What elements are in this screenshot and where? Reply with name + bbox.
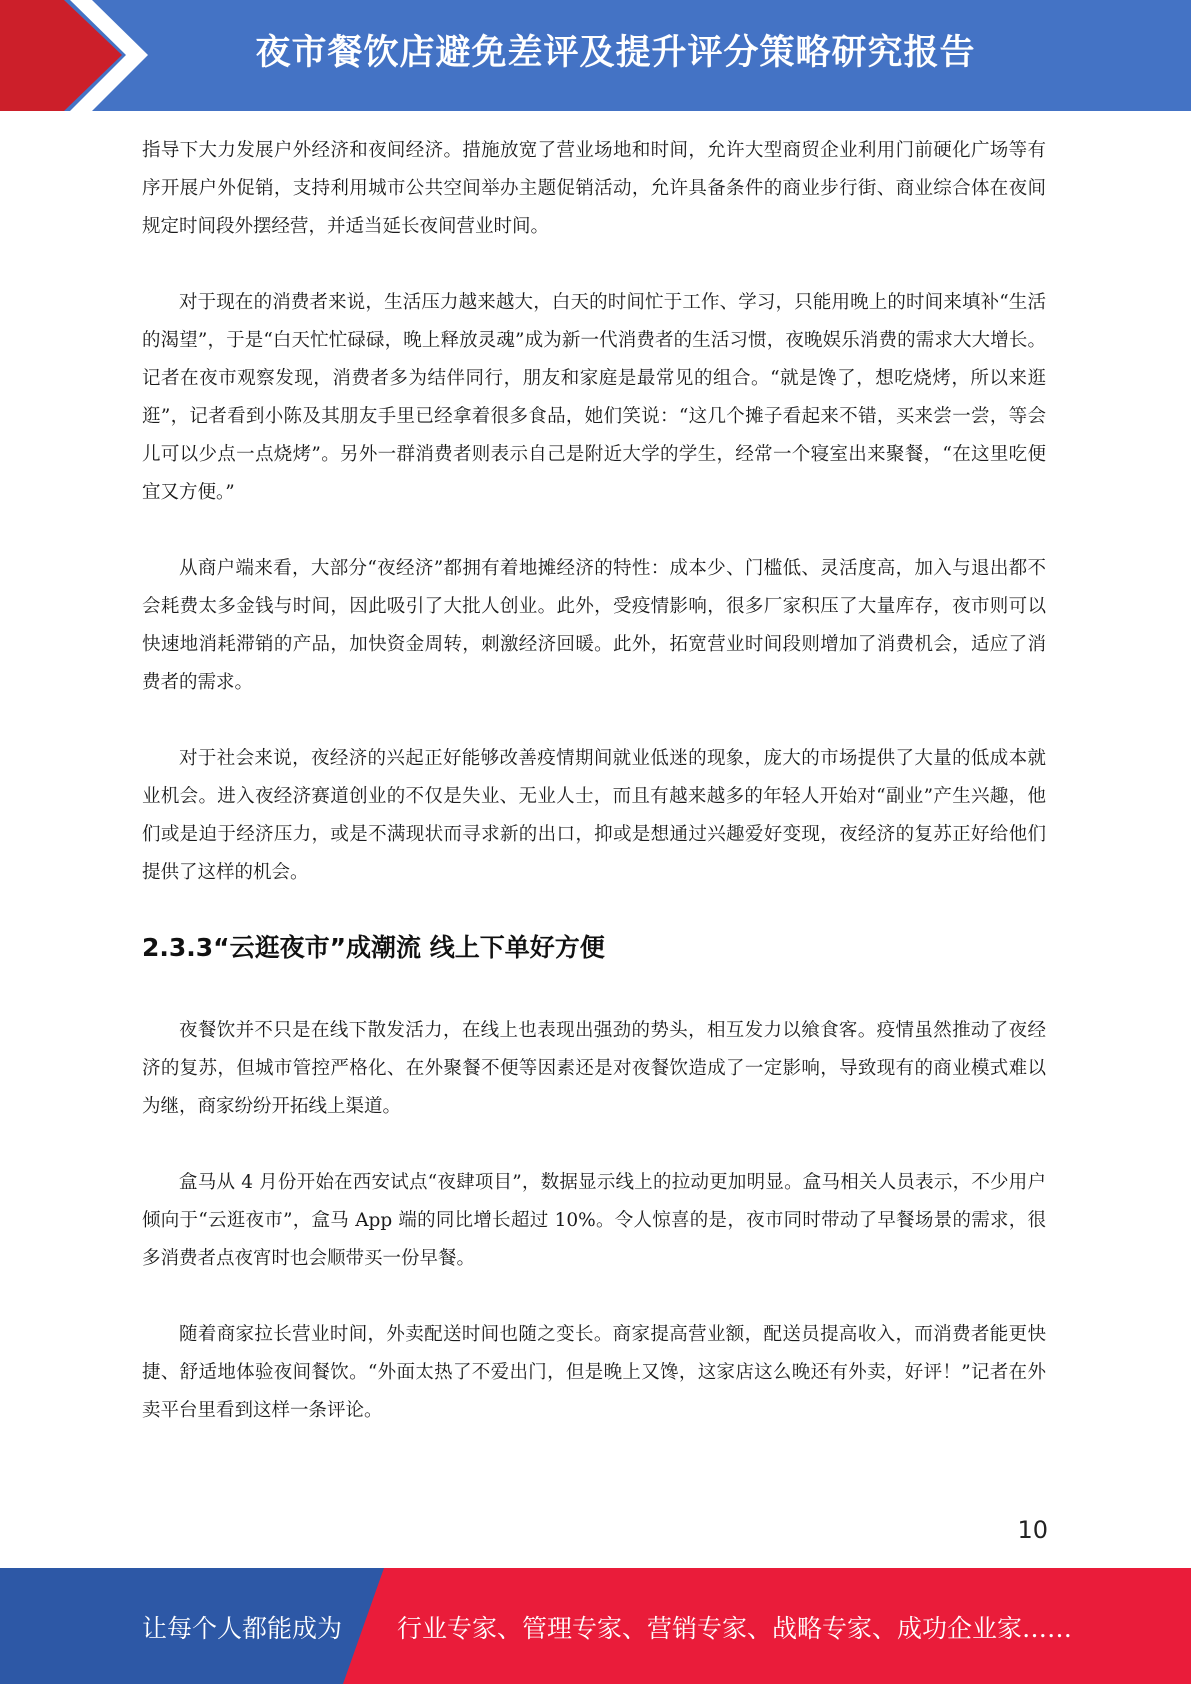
document-body: [142, 132, 1046, 1468]
report-header: [0, 0, 1191, 111]
paragraph-online-dining: 夜餐饮并不只是在线下散发活力，在线上也表现出强劲的势头，相互发力以飨食客。疫情虽然推动了夜经济的复苏，但城市管控严格化、在外聚餐不便等因素还是对夜餐饮造成了一定影响，导致现有的商业模式难以为继，商家纷纷开拓线上渠道。: [142, 1020, 1046, 1117]
page-number: 10: [1017, 1516, 1048, 1544]
footer-slogan-right: 行业专家、管理专家、营销专家、战略专家、成功企业家……: [397, 1614, 1073, 1643]
report-footer: [0, 1568, 1191, 1684]
paragraph-merchants: 从商户端来看，大部分“夜经济”都拥有着地摊经济的特性：成本少、门槛低、灵活度高，加入与退出都不会耗费太多金钱与时间，因此吸引了大批人创业。此外，受疫情影响，很多厂家积压了大量库存，夜市则可以快速地消耗滞销的产品，加快资金周转，刺激经济回暖。此外，拓宽营业时间段则增加了消费机会，适应了消费者的需求。: [142, 558, 1046, 693]
report-title: 夜市餐饮店避免差评及提升评分策略研究报告: [255, 33, 976, 73]
footer-slogan-left: 让每个人都能成为: [142, 1614, 343, 1643]
paragraph-society: 对于社会来说，夜经济的兴起正好能够改善疫情期间就业低迷的现象，庞大的市场提供了大量的低成本就业机会。进入夜经济赛道创业的不仅是失业、无业人士，而且有越来越多的年轻人开始对“副业”产生兴趣，他们或是迫于经济压力，或是不满现状而寻求新的出口，抑或是想通过兴趣爱好变现，夜经济的复苏正好给他们提供了这样的机会。: [142, 748, 1046, 883]
paragraph-delivery: 随着商家拉长营业时间，外卖配送时间也随之变长。商家提高营业额，配送员提高收入，而消费者能更快捷、舒适地体验夜间餐饮。“外面太热了不爱出门，但是晚上又馋，这家店这么晚还有外卖，好评！”记者在外卖平台里看到这样一条评论。: [142, 1324, 1046, 1421]
header-chevron-decoration: [0, 0, 160, 111]
paragraph-consumers: 对于现在的消费者来说，生活压力越来越大，白天的时间忙于工作、学习，只能用晚上的时间来填补“生活的渴望”，于是“白天忙忙碌碌，晚上释放灵魂”成为新一代消费者的生活习惯，夜晚娱乐消费的需求大大增长。记者在夜市观察发现，消费者多为结伴同行，朋友和家庭是最常见的组合。“就是馋了，想吃烧烤，所以来逛逛”，记者看到小陈及其朋友手里已经拿着很多食品，她们笑说：“这几个摊子看起来不错，买来尝一尝，等会儿可以少点一点烧烤”。另外一群消费者则表示自己是附近大学的学生，经常一个寝室出来聚餐，“在这里吃便宜又方便。”: [142, 292, 1046, 503]
section-heading: 2.3.3“云逛夜市”成潮流 线上下单好方便: [142, 933, 605, 962]
paragraph-hema: 盒马从 4 月份开始在西安试点“夜肆项目”，数据显示线上的拉动更加明显。盒马相关人员表示，不少用户倾向于“云逛夜市”，盒马 App 端的同比增长超过 10%。令人惊喜的是，夜市同时带动了早餐场景的需求，很多消费者点夜宵时也会顺带买一份早餐。: [142, 1172, 1046, 1269]
paragraph-continued: 指导下大力发展户外经济和夜间经济。措施放宽了营业场地和时间，允许大型商贸企业利用门前硬化广场等有序开展户外促销，支持利用城市公共空间举办主题促销活动，允许具备条件的商业步行街、商业综合体在夜间规定时间段外摆经营，并适当延长夜间营业时间。: [142, 140, 1046, 237]
